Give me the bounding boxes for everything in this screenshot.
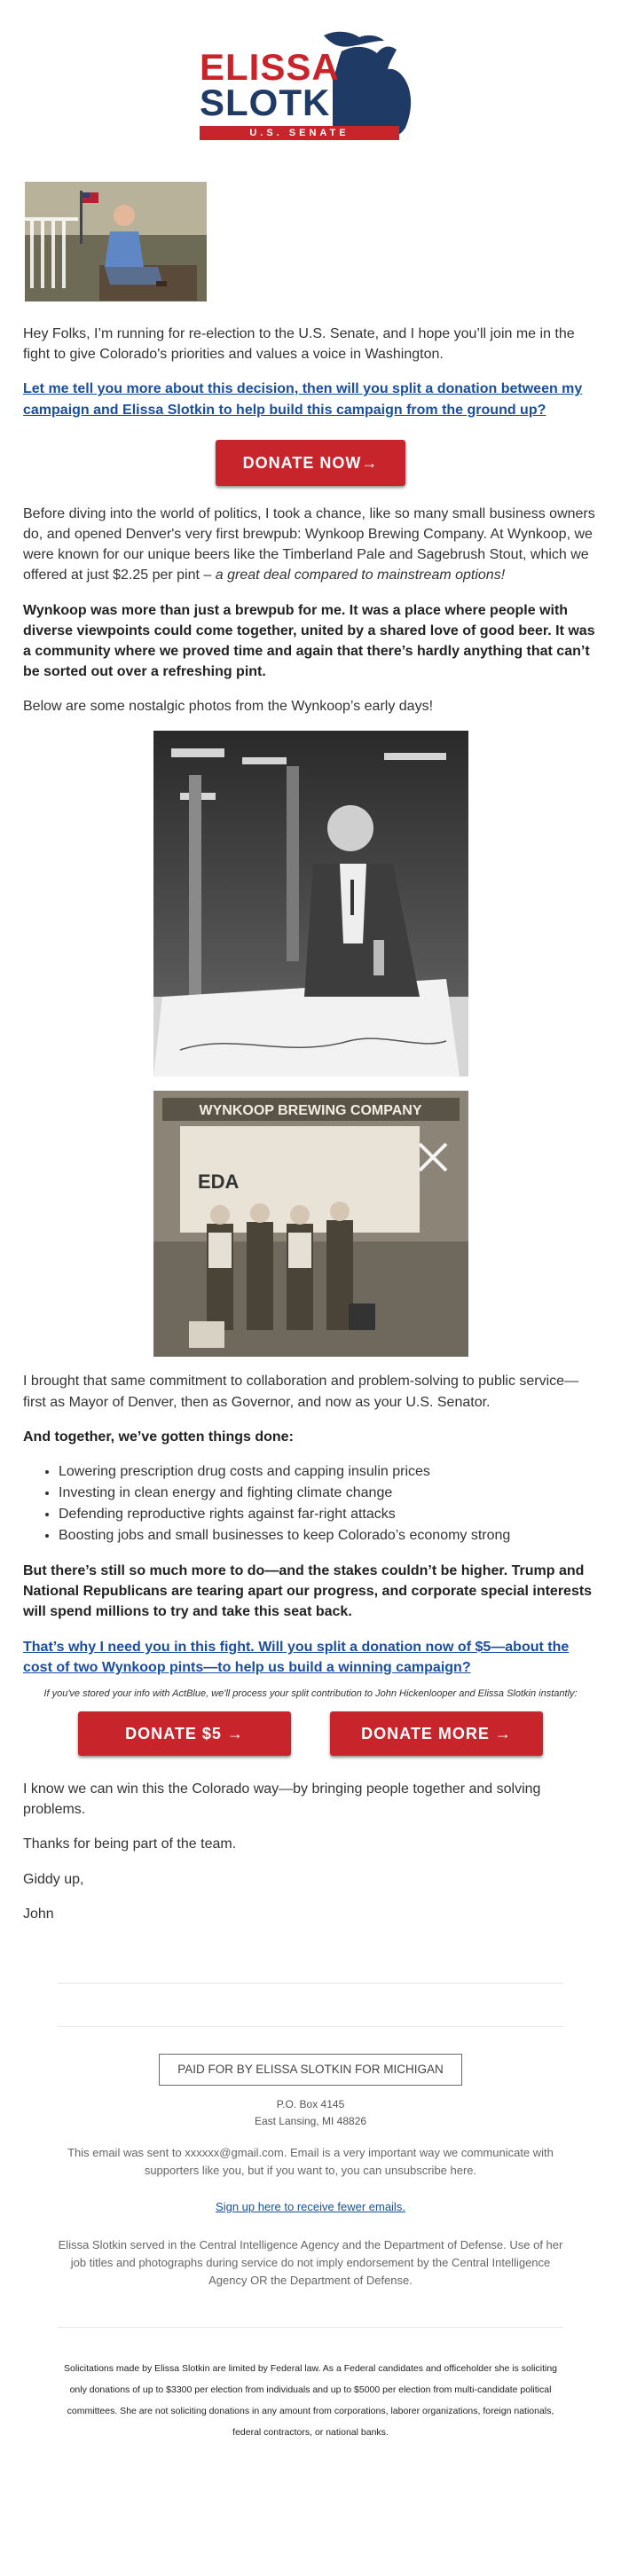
brewpub-deal-note: a great deal compared to mainstream options! — [215, 568, 506, 583]
list-item: • Investing in clean energy and fighting climate change — [59, 1483, 598, 1504]
logo-first-name: ELISSA — [200, 46, 340, 88]
fewer-emails-link[interactable]: Sign up here to receive fewer emails. — [216, 2199, 405, 2213]
donate-five-button[interactable]: DONATE $5 → — [78, 1711, 291, 1756]
address-line: East Lansing, MI 48826 — [254, 2115, 367, 2128]
brewery-photo-team — [153, 1091, 468, 1357]
campaign-logo — [200, 27, 421, 142]
paid-for-box: PAID FOR BY ELISSA SLOTKIN FOR MICHIGAN — [159, 2054, 462, 2086]
donate-now-button[interactable]: DONATE NOW→ — [216, 440, 405, 486]
mailing-address — [58, 2096, 563, 2130]
brewery-photo-blueprints — [153, 731, 468, 1077]
stakes-paragraph: But there’s still so much more to do—and the stakes couldn’t be higher. Trump and National Republicans are tearing apart our progress, and corporate special interests will spend millions to try and take this seat back. — [23, 1563, 593, 1620]
sign-off: Giddy up, — [23, 1871, 84, 1887]
email-notice: This email was sent to xxxxxx@gmail.com. Email is a very important way we communicate with supporters like you, but if you want to, you can unsubscribe here. — [67, 2146, 554, 2178]
footer-divider — [58, 2327, 563, 2328]
win-paragraph: I know we can win this the Colorado way—by bringing people together and solving problems. — [23, 1781, 541, 1818]
address-line: P.O. Box 4145 — [276, 2097, 345, 2110]
signature: John — [23, 1906, 54, 1922]
eda-board-text: EDA — [197, 1171, 239, 1194]
list-item: • Boosting jobs and small businesses to keep Colorado’s economy strong — [59, 1525, 598, 1546]
footer-divider — [58, 1983, 563, 1984]
logo-last-name: SLOTKIN — [200, 82, 370, 123]
actblue-note: If you've stored your info with ActBlue, we'll process your split contribution to John Hickenlooper and Elissa Slotkin instantly: — [43, 1687, 578, 1699]
header — [0, 0, 621, 160]
brewpub-text: Before diving into the world of politics, I took a chance, like so many small business owners do, and opened Denver's very first brewpub: Wynkoop Brewing Company. At Wynkoop, we were known for our unique beers like the Timberland Pale and Sagebrush Stout, which we offered at just $2.25 per pint – — [23, 505, 595, 583]
photos-intro: Below are some nostalgic photos from the Wynkoop’s early days! — [23, 699, 434, 715]
list-item: • Defending reproductive rights against far-right attacks — [59, 1504, 598, 1525]
split-donation-link[interactable]: Let me tell you more about this decision, then will you split a donation between my campaign and Elissa Slotkin to help build this campaign from the ground up? — [23, 381, 583, 418]
thanks-paragraph: Thanks for being part of the team. — [23, 1836, 237, 1852]
candidate-photo — [25, 182, 207, 301]
donate-five-link[interactable]: That’s why I need you in this fight. Will you split a donation now of $5—about the cost of two Wynkoop pints—to help us build a winning campaign? — [23, 1639, 570, 1675]
donate-more-button[interactable]: DONATE MORE → — [330, 1711, 543, 1756]
public-service-paragraph: I brought that same commitment to collaboration and problem-solving to public service—first as Mayor of Denver, then as Governor, and now as your U.S. Senator. — [23, 1374, 579, 1410]
legal-disclaimer: Solicitations made by Elissa Slotkin are limited by Federal law. As a Federal candidates and officeholder she is soliciting only donations of up to $3300 per election from individuals and up to $5000 per election from multi-candidate political committees. She are not soliciting donations in any amount from corporations, laborer organizations, foreign nationals, federal contractors, or national banks. — [63, 2362, 557, 2439]
accomplishments-heading: And together, we’ve gotten things done: — [23, 1429, 294, 1445]
email-body — [0, 160, 621, 1924]
logo-subtitle: U.S. SENATE — [200, 126, 399, 140]
footer-divider — [58, 2026, 563, 2027]
brewpub-paragraph — [23, 504, 598, 586]
list-item: • Lowering prescription drug costs and capping insulin prices — [59, 1461, 598, 1483]
accomplishments-list — [59, 1461, 598, 1546]
community-paragraph: Wynkoop was more than just a brewpub for me. It was a place where people with diverse viewpoints could come together, united by a shared love of good beer. It was a community where we proved time and again that there’s hardly anything that can’t be sorted out over a refreshing pint. — [23, 602, 595, 680]
service-disclaimer: Elissa Slotkin served in the Central Intelligence Agency and the Department of Defense. Use of her job titles and photographs during service do not imply endorsement by the Central Intelligence Agency OR the Department of Defense. — [58, 2237, 563, 2287]
brewery-sign-text: WYNKOOP BREWING COMPANY — [199, 1103, 421, 1119]
footer — [0, 1983, 621, 2479]
intro-paragraph: Hey Folks, I’m running for re-election to the U.S. Senate, and I hope you’ll join me in the fight to give Colorado's priorities and values a voice in Washington. — [23, 326, 575, 363]
